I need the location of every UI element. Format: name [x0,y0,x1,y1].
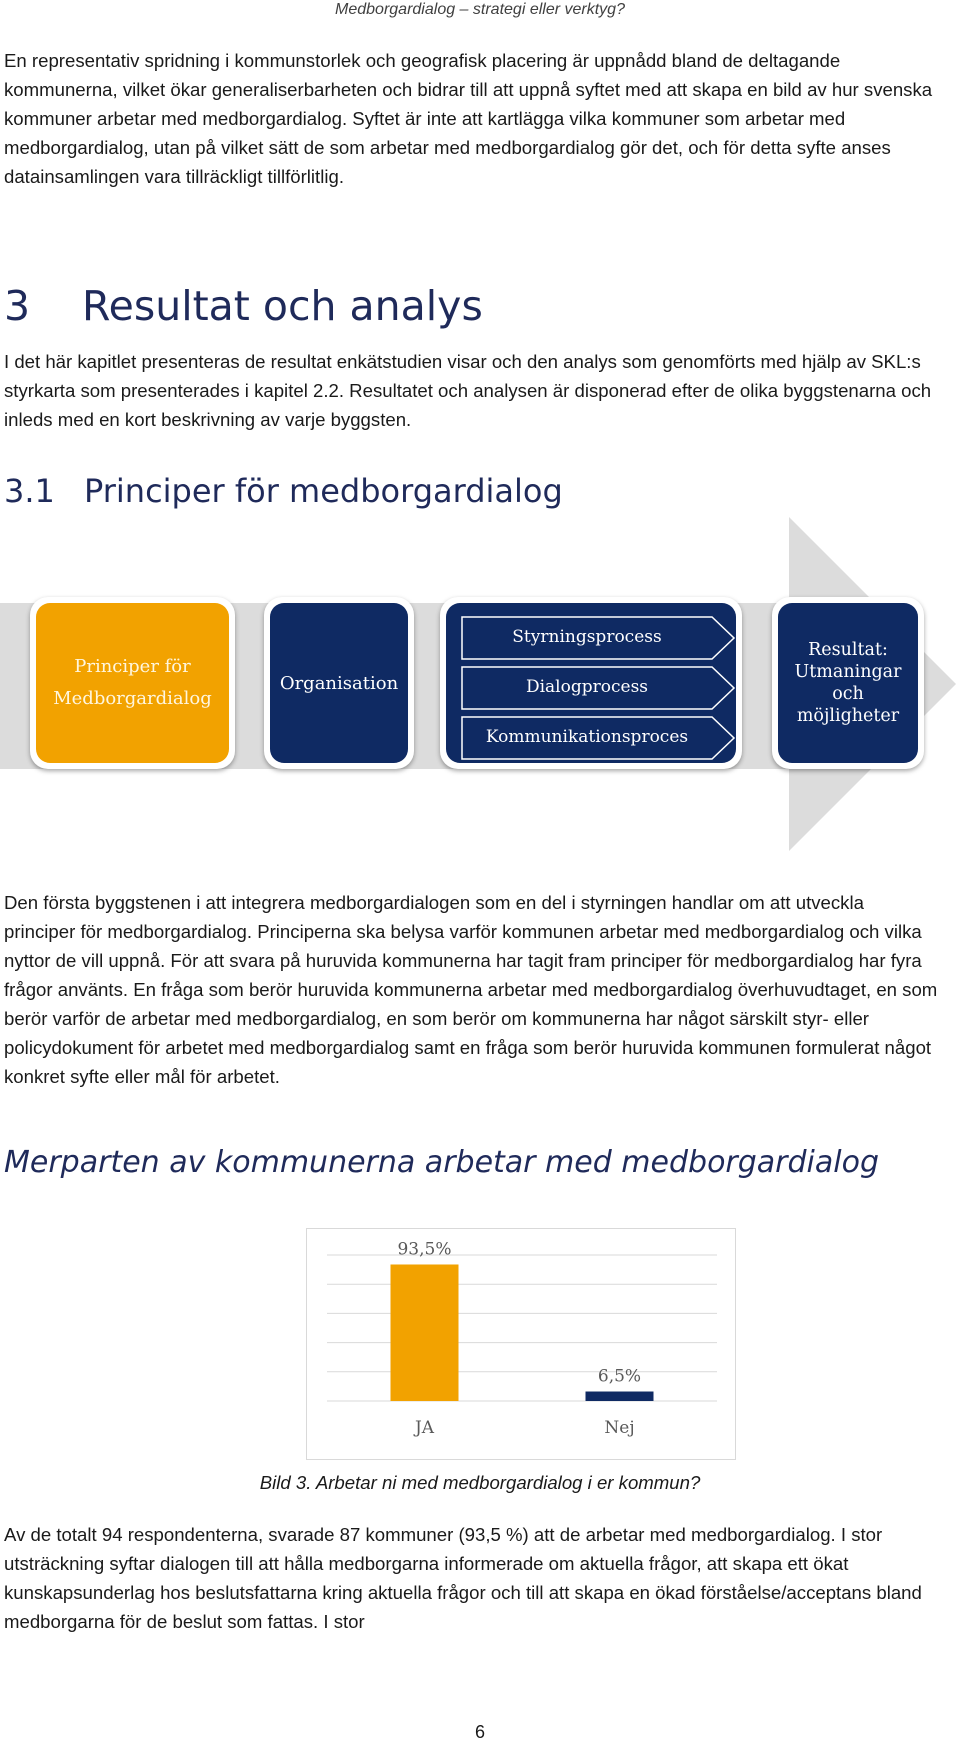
category-label-nej: Nej [604,1418,635,1438]
principles-box-line1: Principer för [74,656,191,677]
subheading: Merparten av kommunerna arbetar med medborgardialog [4,1145,880,1180]
process-label-2: Dialogprocess [525,677,649,697]
principles-box [30,597,235,769]
principles-box-fill [36,603,229,763]
data-label-ja: 93,5% [397,1239,452,1260]
chapter-title: Resultat och analys [82,282,483,330]
data-label-nej: 6,5% [597,1366,642,1387]
process-label-1: Styrningsprocess [512,627,662,647]
styrkarta-diagram [0,515,960,855]
process-box [440,597,742,769]
process-label-3: Kommunikationsproces [485,727,689,747]
organisation-label: Organisation [279,672,399,694]
intro-paragraph: En representativ spridning i kommunstorlek och geografisk placering är uppnådd bland de deltagande kommunerna, vilket ökar generaliserbarheten och bidrar till att uppnå syftet med att skapa en bild av hur svenska kommuner arbetar med medborgardialog. Syftet är inte att kartlägga vilka kommuner som arbetar med medborgardialog, utan på vilket sätt de som arbetar med medborgardialog gör det, och för detta syfte anses datainsamlingen vara tillräckligt tillförlitlig. [4,50,933,187]
section-title: Principer för medborgardialog [84,472,563,510]
section-paragraph: Den första byggstenen i att integrera medborgardialogen som en del i styrningen handlar om att utveckla principer för medborgardialog. Principerna ska belysa varför kommunen arbetar med medborgardialog och vilka nyttor de vill uppnå. För att svara på huruvida kommunerna har tagit fram principer för medborgardialog har fyra frågor använts. En fråga som berör huruvida kommunerna arbetar med medborgardialog överhuvudtaget, en som berör varför de arbetar med medborgardialog, en som berör om kommunerna har något särskilt styr- eller policydokument för arbetet med medborgardialog samt en fråga som berör huruvida kommunen formulerat något konkret syfte eller mål för arbetet. [4,892,938,1087]
result-line3: och [832,684,864,704]
result-line1: Resultat: [808,640,888,660]
chapter-heading [4,278,483,334]
result-line4: möjligheter [796,706,900,726]
running-header: Medborgardialog – strategi eller verktyg? [335,1,625,18]
chapter-number: 3 [4,282,31,330]
bar-ja [391,1264,459,1401]
organisation-box [264,597,414,769]
closing-paragraph: Av de totalt 94 respondenterna, svarade 87 kommuner (93,5 %) att de arbetar med medborgardialog. I stor utsträckning syftar dialogen till att hålla medborgarna informerade om aktuella frågor, att skapa ett ökat kunskapsunderlag hos beslutsfattarna kring aktuella frågor och till att skapa en ökad förståelse/acceptans bland medborgarna för de beslut som fattas. I stor [4,1524,922,1632]
bar-nej [586,1392,654,1401]
category-label-ja: JA [414,1418,435,1438]
result-line2: Utmaningar [794,662,902,682]
chapter-intro-paragraph: I det här kapitlet presenteras de resultat enkätstudien visar och den analys som genomförts med hjälp av SKL:s styrkarta som presenterades i kapitel 2.2. Resultatet och analysen är disponerad efter de olika byggstenarna och inleds med en kort beskrivning av varje byggsten. [4,351,932,430]
section-heading [4,469,563,513]
figure-caption: Bild 3. Arbetar ni med medborgardialog i er kommun? [259,1472,701,1493]
section-number: 3.1 [4,472,55,510]
result-box [772,597,924,769]
result-box-fill [778,603,918,763]
bar-chart [307,1229,737,1461]
organisation-box-fill [270,603,408,763]
chart-frame [306,1228,736,1460]
page-number: 6 [474,1722,485,1742]
principles-box-line2: Medborgardialog [53,688,212,709]
